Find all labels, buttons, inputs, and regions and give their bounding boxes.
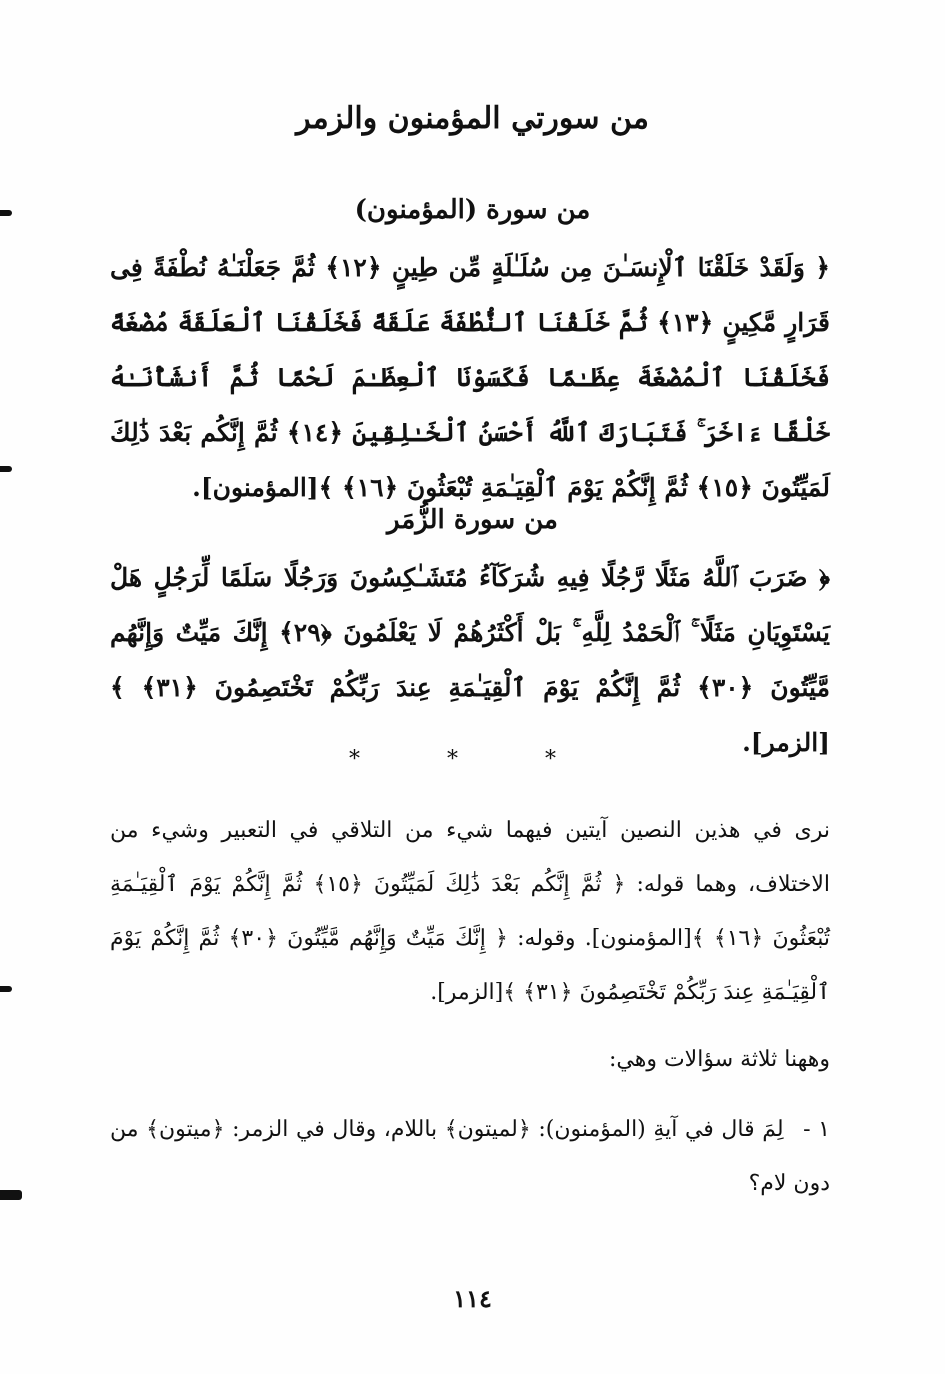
quran-verse-zumar: ﴿ ضَرَبَ ٱللَّهُ مَثَلًا رَّجُلًا فِيهِ شُرَكَآءُ مُتَشَـٰكِسُونَ وَرَجُلًا سَلَمًا لِّرَجُلٍ هَلْ يَسْتَوِيَانِ مَثَلًا ۚ ٱلْحَمْدُ لِلَّهِ ۚ بَلْ أَكْثَرُهُمْ لَا يَعْلَمُونَ ﴿٢٩﴾ إِنَّكَ مَيِّتٌ وَإِنَّهُم مَّيِّتُونَ ﴿٣٠﴾ ثُمَّ إِنَّكُمْ يَوْمَ ٱلْقِيَـٰمَةِ عِندَ رَبِّكُمْ تَخْتَصِمُونَ ﴿٣١﴾ ﴾[الزمر]. [110,563,830,757]
body-paragraph: نرى في هذين النصين آيتين فيهما شيء من التلاقي في التعبير وشيء من الاختلاف، وهما قوله: ﴿ ثُمَّ إِنَّكُم بَعْدَ ذَٰلِكَ لَمَيِّتُونَ ﴿١٥﴾ ثُمَّ إِنَّكُمْ يَوْمَ ٱلْقِيَـٰمَةِ تُبْعَثُونَ ﴿١٦﴾ ﴾[المؤمنون]. وقوله: ﴿ إِنَّكَ مَيِّتٌ وَإِنَّهُم مَّيِّتُونَ ﴿٣٠﴾ ثُمَّ إِنَّكُمْ يَوْمَ ٱلْقِيَـٰمَةِ عِندَ رَبِّكُمْ تَخْتَصِمُونَ ﴿٣١﴾ ﴾[الزمر]. [110,818,831,1005]
question-item [110,1103,830,1211]
binding-mark [0,986,12,992]
page-number: ١١٤ [453,1284,492,1313]
page-title: من سورتي المؤمنون والزمر [296,101,649,136]
quran-verse-muminun: ﴿ وَلَقَدْ خَلَقْنَا ٱلْإِنسَـٰنَ مِن سُلَـٰلَةٍ مِّن طِينٍ ﴿١٢﴾ ثُمَّ جَعَلْنَـٰهُ نُطْفَةً فِى قَرَارٍ مَّكِينٍ ﴿١٣﴾ ثُمَّ خَلَقْنَا ٱلنُّطْفَةَ عَلَقَةً فَخَلَقْنَا ٱلْعَلَقَةَ مُضْغَةً فَخَلَقْنَا ٱلْمُضْغَةَ عِظَـٰمًا فَكَسَوْنَا ٱلْعِظَـٰمَ لَحْمًا ثُمَّ أَنشَأْنَـٰهُ خَلْقًا ءَاخَرَ ۚ فَتَبَارَكَ ٱللَّهُ أَحْسَنُ ٱلْخَـٰلِقِينَ ﴿١٤﴾ ثُمَّ إِنَّكُم بَعْدَ ذَٰلِكَ لَمَيِّتُونَ ﴿١٥﴾ ثُمَّ إِنَّكُمْ يَوْمَ ٱلْقِيَـٰمَةِ تُبْعَثُونَ ﴿١٦﴾ ﴾[المؤمنون]. [110,253,830,502]
section-separator: * * * [349,747,596,772]
binding-mark [0,466,12,472]
questions-intro: وههنا ثلاثة سؤالات وهي: [609,1047,830,1072]
binding-mark [0,1190,22,1200]
section-heading-muminun: من سورة (المؤمنون) [354,195,591,225]
section-heading-zumar: من سورة الزُّمَر [387,505,558,535]
question-text: لِمَ قال في آيةِ (المؤمنون): ﴿لميتون﴾ باللام، وقال في الزمر: ﴿ميتون﴾ من دون لام؟ [110,1117,830,1196]
question-number: ١ - [803,1117,830,1142]
